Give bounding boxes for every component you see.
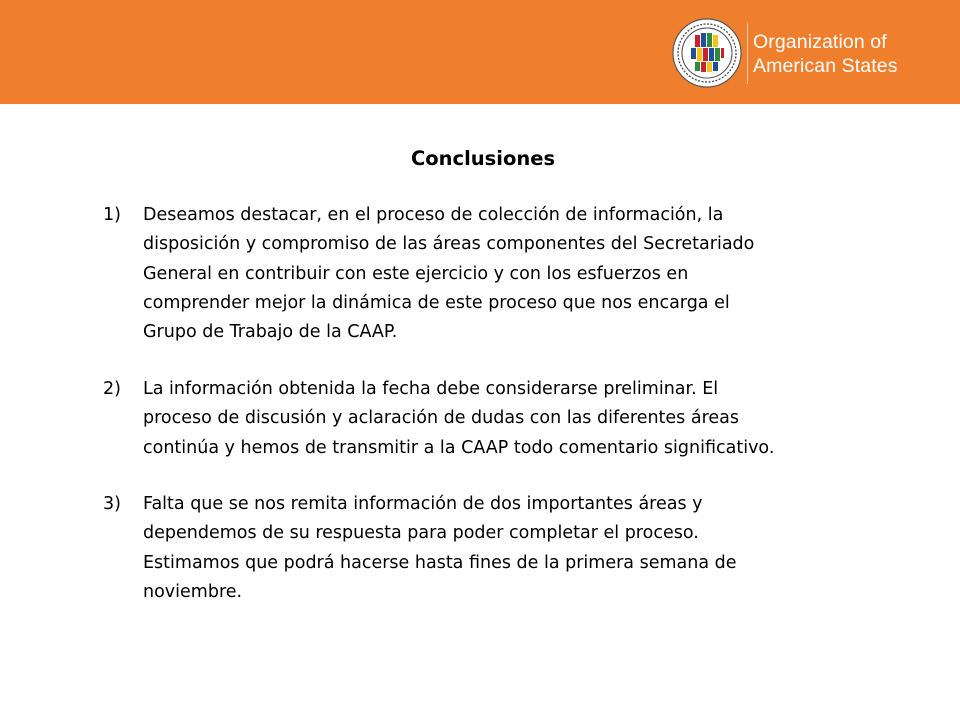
org-name-line-1: Organization of <box>753 31 887 53</box>
list-item-line: continúa y hemos de transmitir a la CAAP todo comentario significativo. <box>143 437 775 458</box>
list-item <box>103 490 863 607</box>
list-item <box>103 201 863 347</box>
list-item-line: dependemos de su respuesta para poder completar el proceso. <box>143 523 699 544</box>
list-item-line: Falta que se nos remita información de dos importantes áreas y <box>143 494 703 514</box>
list-item-number: 3) <box>103 494 121 514</box>
logo-divider <box>747 22 748 84</box>
list-item-number: 1) <box>103 205 121 225</box>
list-item-line: Estimamos que podrá hacerse hasta fines de la primera semana de <box>143 552 737 573</box>
list-item-line: Deseamos destacar, en el proceso de colección de información, la <box>143 205 724 225</box>
list-item-line: noviembre. <box>143 581 243 602</box>
list-item <box>103 375 863 463</box>
page-title: Conclusiones <box>410 147 556 170</box>
list-item-line: proceso de discusión y aclaración de dudas con las diferentes áreas <box>143 408 740 429</box>
list-item-text <box>143 201 863 347</box>
list-item-number: 2) <box>103 379 121 399</box>
org-name <box>753 30 953 78</box>
list-item-line: Grupo de Trabajo de la CAAP. <box>143 322 398 343</box>
list-item-text <box>143 490 863 607</box>
list-item-line: comprender mejor la dinámica de este proceso que nos encarga el <box>143 292 730 313</box>
list-item-line: La información obtenida la fecha debe considerarse preliminar. El <box>143 379 719 399</box>
list-item-line: disposición y compromiso de las áreas componentes del Secretariado <box>143 234 755 255</box>
oas-seal-icon <box>671 11 743 95</box>
list-item-line: General en contribuir con este ejercicio y con los esfuerzos en <box>143 263 689 284</box>
list-item-text <box>143 375 863 463</box>
org-name-line-2: American States <box>753 55 898 77</box>
header-bar <box>0 0 960 104</box>
